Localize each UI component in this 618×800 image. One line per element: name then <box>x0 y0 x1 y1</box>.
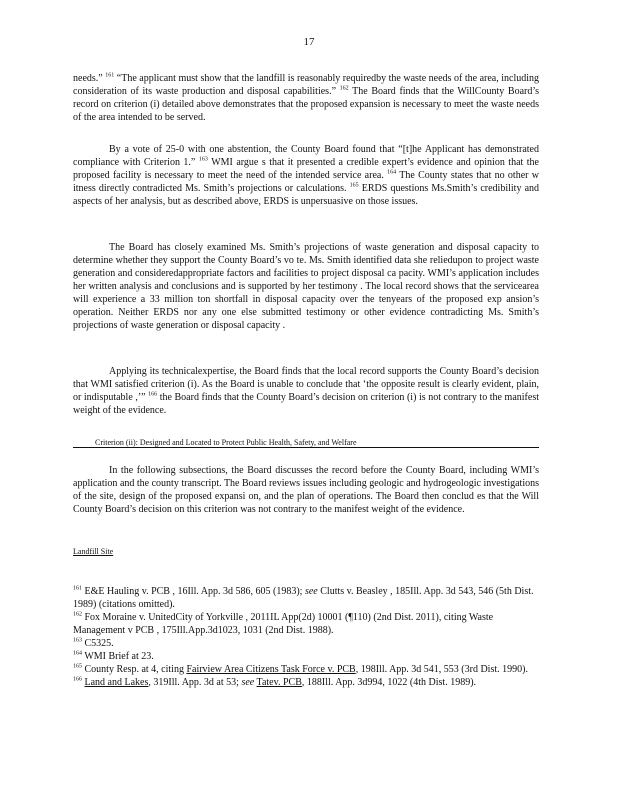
paragraph-text: The Board finds that the WillCounty Board’s record on criterion (i) detailed above demonstrates that the proposed expansion is necessary to meet the waste needs of the area intended to be served. <box>73 86 540 123</box>
footnote-162 <box>73 611 539 637</box>
criterion-ii-heading: Criterion (ii): Designed and Located to Protect Public Health, Safety, and Welfare <box>95 438 357 447</box>
footnote-text: C5325. <box>84 638 114 649</box>
footnote-text: , 188Ill. App. 3d994, 1022 (4th Dist. 1989). <box>301 677 477 688</box>
footnote-166 <box>73 676 539 689</box>
footnote-text: WMI Brief at 23. <box>84 651 154 662</box>
footnote-161 <box>73 585 539 611</box>
heading-rule <box>73 447 539 448</box>
paragraph-text: In the following subsections, the Board discusses the record before the County Board, including WMI’s application and the county transcript. The Board reviews issues including geologic and hydrogeologic investigations of the site, design of the proposed expansi on, and the plan of operations. The Board then conclud es that the Will County Board’s decision on this criterion was not contrary to the manifest weight of the evidence. <box>73 465 539 515</box>
paragraph-text: ERDS questions Ms.Smith’s credibility and aspects of her analysis, but as described above, ERDS is unpersuasive on those issues. <box>73 183 540 207</box>
footnote-163 <box>73 637 539 650</box>
footnote-ref: 166 <box>148 391 158 398</box>
case-name: Land and Lakes <box>84 677 149 688</box>
footnote-164 <box>73 650 539 663</box>
footnotes <box>73 585 539 689</box>
paragraph-text: By a vote of 25-0 with one abstention, the County Board found that “[t]he Applicant has demonstrated compliance with Criterion 1.” <box>73 144 539 168</box>
footnote-text: E&E Hauling v. PCB , 16Ill. App. 3d 586, 605 (1983); <box>84 586 303 597</box>
footnote-text: County Resp. at 4, citing <box>84 664 184 675</box>
paragraph-text: the Board finds that the County Board’s decision on criterion (i) is not contrary to the manifest weight of the evidence. <box>73 392 539 416</box>
page-number: 17 <box>303 36 315 48</box>
paragraph-text: The Board has closely examined Ms. Smith’s projections of waste generation and disposal capacity to determine whether they support the County Board’s vo te. Ms. Smith identified data she reliedupon to project waste generation and consideredappropriate factors and facilities to project disposal ca pacity. WMI’s application includes her written analysis and conclusions and is supported by her testimony . The local record shows that the servicearea will experience a 33 million ton shortfall in disposal capacity over the tenyears of the proposed exp ansion’s operation. Neither ERDS nor any one else submitted testimony or other evidence contradicting Ms. Smith’s projections of waste generation or disposal capacity . <box>73 242 539 331</box>
footnote-number: 162 <box>73 611 82 618</box>
footnote-ref: 164 <box>387 169 397 176</box>
paragraph-need-conclusion <box>73 72 539 124</box>
footnote-ref: 165 <box>349 182 359 189</box>
paragraph-text: “The applicant must show that the landfill is reasonably requiredby the waste needs of the area, including consideration of its waste production and disposal capabilities.” <box>73 73 540 97</box>
footnote-number: 164 <box>73 650 82 657</box>
case-name: Fairview Area Citizens Task Force v. PCB <box>186 664 356 675</box>
footnote-165 <box>73 663 539 676</box>
footnote-number: 165 <box>73 663 82 670</box>
footnote-text: , 319Ill. App. 3d at 53; <box>148 677 239 688</box>
footnote-number: 166 <box>73 676 82 683</box>
footnote-number: 161 <box>73 585 82 592</box>
footnote-ref: 163 <box>198 156 208 163</box>
paragraph-board-finding <box>73 365 539 417</box>
footnote-signal: see <box>304 586 318 597</box>
paragraph-county-vote <box>73 143 539 208</box>
footnote-text: , 198Ill. App. 3d 541, 553 (3rd Dist. 1990). <box>355 664 528 675</box>
landfill-site-heading: Landfill Site <box>73 547 114 556</box>
paragraph-text: Applying its technicalexpertise, the Board finds that the local record supports the County Board’s decision that WMI satisfied criterion (i). As the Board is unable to conclude that ‘the opposite result is clearly evident, plain, or indisputable ,’” <box>73 366 539 403</box>
paragraph-text: The County states that no other w itness directly contradicted Ms. Smith’s projections or calculations. <box>73 170 540 194</box>
footnote-signal: see <box>241 677 255 688</box>
paragraph-board-examination <box>73 241 539 332</box>
paragraph-text: needs.” <box>73 73 103 84</box>
footnote-number: 163 <box>73 637 82 644</box>
paragraph-text: WMI argue s that it presented a credible expert’s evidence and opinion that the proposed facility is necessary to meet the need of the intended service area. <box>73 157 539 181</box>
paragraph-subsections-intro <box>73 464 539 516</box>
footnote-ref: 162 <box>339 85 349 92</box>
footnote-text: Clutts v. Beasley , 185Ill. App. 3d 543, 546 (5th Dist. 1989) (citations omitted). <box>73 586 534 610</box>
footnote-text: Fox Moraine v. UnitedCity of Yorkville , 2011IL App(2d) 10001 (¶110) (2nd Dist. 2011), citing Waste Management v PCB , 175Ill.App.3d1023, 1031 (2nd Dist. 1988). <box>73 612 494 636</box>
case-name: Tatev. PCB <box>256 677 302 688</box>
footnote-ref: 161 <box>105 72 115 79</box>
